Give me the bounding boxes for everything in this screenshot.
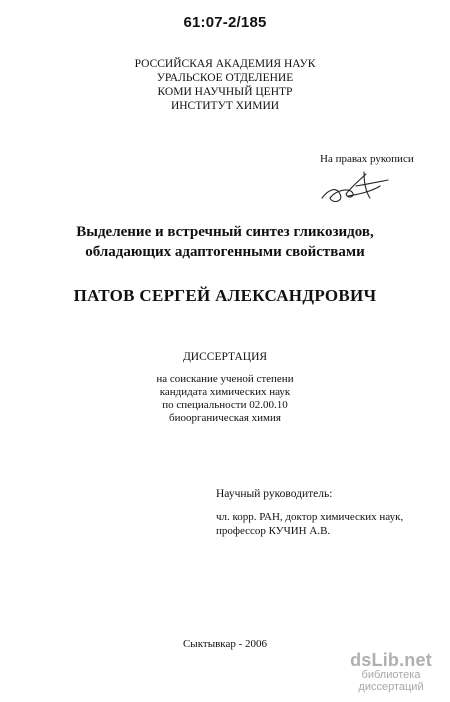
degree-line: биоорганическая химия [169,412,281,424]
watermark-logo: dsLib.net [350,650,432,670]
document-code: 61:07-2/185 [183,14,267,31]
organization-line: КОМИ НАУЧНЫЙ ЦЕНТР [157,86,293,98]
place-year: Сыктывкар - 2006 [182,638,268,650]
watermark-subtitle: библиотека диссертаций [358,669,424,693]
organization-line: УРАЛЬСКОЕ ОТДЕЛЕНИЕ [156,72,294,84]
title-line: обладающих адаптогенными свойствами [85,244,365,260]
title-line: Выделение и встречный синтез гликозидов, [76,224,374,240]
organization-line: РОССИЙСКАЯ АКАДЕМИЯ НАУК [134,58,316,70]
degree-block [0,373,450,425]
organization-block [0,57,450,113]
supervisor-line: профессор КУЧИН А.В. [216,525,331,537]
dissertation-title [0,222,450,262]
degree-line: на соискание ученой степени [156,373,294,385]
author-name: ПАТОВ СЕРГЕЙ АЛЕКСАНДРОВИЧ [73,286,377,305]
supervisor-details [216,510,403,538]
supervisor-line: чл. корр. РАН, доктор химических наук, [216,511,404,523]
degree-line: кандидата химических наук [159,386,291,398]
document-type: ДИССЕРТАЦИЯ [182,351,268,363]
organization-line: ИНСТИТУТ ХИМИИ [170,100,280,112]
handwritten-signature [318,168,404,208]
degree-line: по специальности 02.00.10 [162,399,288,411]
supervisor-label: Научный руководитель: [216,488,333,500]
watermark [338,650,444,693]
rights-note: На правах рукописи [320,153,414,165]
